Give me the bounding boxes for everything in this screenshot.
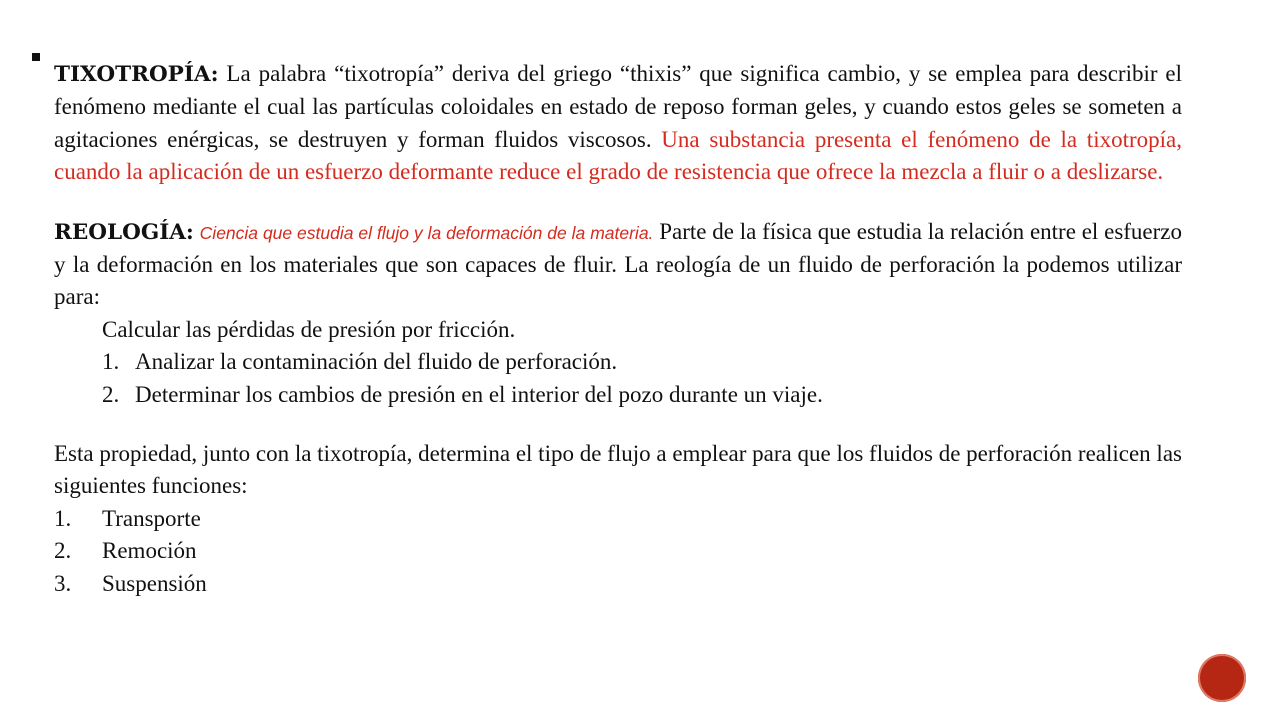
reologia-definition: Ciencia que estudia el flujo y la deformación de la materia. [199, 222, 654, 243]
list-text: Remoción [102, 538, 197, 564]
slide-content [54, 58, 1182, 600]
tixotropia-text: La palabra “tixotropía” deriva del griego “thixis” que significa cambio, y se emplea para describir el fenómeno mediante el cual las partículas coloidales en estado de reposo forman geles, y cuando estos geles se someten a agitaciones enérgicas, se destruyen y forman fluidos viscosos. [54, 61, 1182, 152]
list-number: 2. [54, 538, 72, 564]
function-item [54, 535, 1182, 567]
spacer [54, 411, 1182, 438]
reologia-text: Parte de la física que estudia la relación entre el esfuerzo y la deformación en los materiales que son capaces de fluir. La reología de un fluido de perforación la podemos utilizar para: [54, 218, 1183, 310]
function-item [54, 568, 1182, 600]
list-number: 3. [54, 570, 72, 596]
reologia-paragraph [54, 216, 1182, 314]
reologia-use-item [54, 346, 1182, 378]
tixotropia-highlight: Una substancia presenta el fenómeno de la tixotropía, cuando la aplicación de un esfuerzo deformante reduce el grado de resistencia que ofrece la mezcla a fluir o a deslizarse. [54, 126, 1182, 185]
slide-number-badge-icon [1198, 654, 1246, 702]
bullet-square-icon [32, 53, 40, 61]
tixotropia-paragraph [54, 58, 1182, 189]
reologia-label: REOLOGÍA: [54, 219, 194, 245]
function-item [54, 503, 1182, 535]
list-text: Analizar la contaminación del fluido de perforación. [135, 349, 618, 375]
list-text: Transporte [102, 505, 201, 531]
propiedad-paragraph: Esta propiedad, junto con la tixotropía, determina el tipo de flujo a emplear para que los fluidos de perforación realicen las siguientes funciones: [54, 441, 1182, 499]
list-text: Suspensión [102, 570, 207, 596]
reologia-use-item [54, 379, 1182, 411]
spacer [54, 189, 1182, 216]
tixotropia-label: TIXOTROPÍA: [54, 62, 219, 87]
list-number: 2. [102, 381, 120, 407]
reologia-first-use: Calcular las pérdidas de presión por fricción. [102, 316, 516, 342]
list-text: Determinar los cambios de presión en el interior del pozo durante un viaje. [135, 381, 823, 407]
list-number: 1. [102, 349, 120, 375]
list-number: 1. [54, 505, 72, 531]
